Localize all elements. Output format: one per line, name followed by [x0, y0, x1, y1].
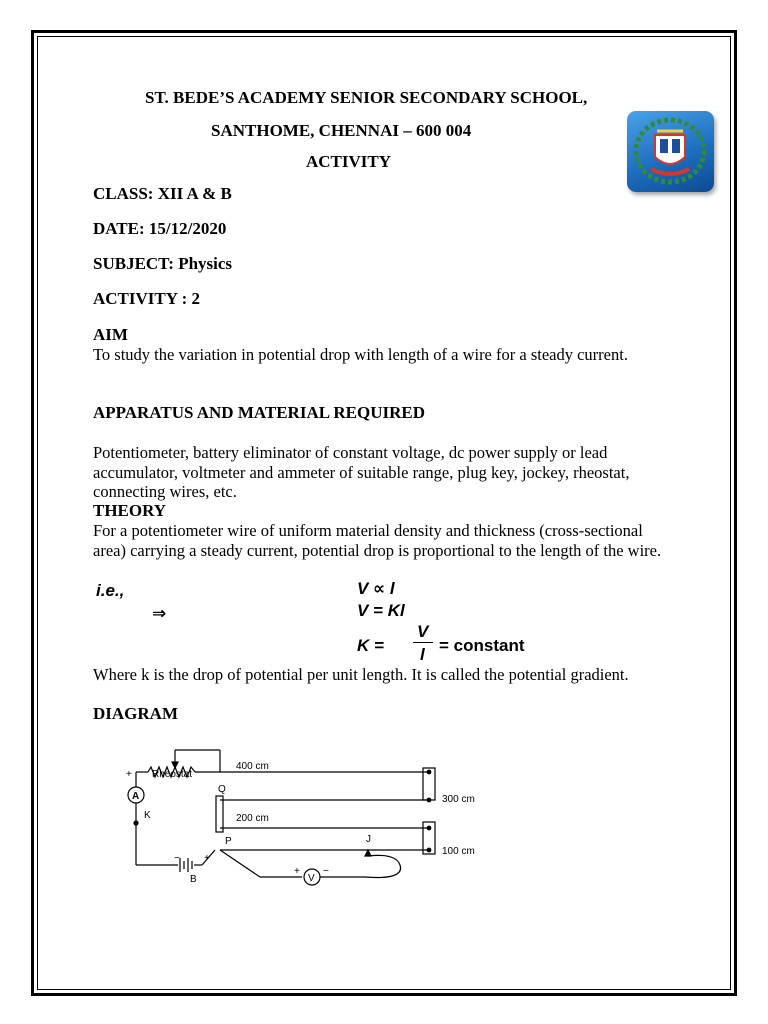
subject-label: SUBJECT: [93, 254, 179, 273]
j-label: J [366, 834, 371, 845]
subject-value: Physics [178, 254, 233, 273]
crest-icon [627, 111, 714, 192]
battery-minus-label: − [174, 853, 180, 864]
eq3-numerator: V [417, 622, 429, 641]
length-400-label: 400 cm [236, 761, 269, 772]
voltmeter-minus-label: − [323, 866, 329, 877]
fraction-bar [413, 642, 433, 643]
length-300-label: 300 cm [442, 794, 475, 805]
potentiometer-circuit-diagram [120, 740, 475, 885]
gradient-note: Where k is the drop of potential per unit length. It is called the potential gradient. [93, 665, 629, 684]
voltmeter-plus-label: + [294, 866, 300, 877]
class-line: CLASS: XII A & B [93, 184, 232, 203]
equation-gradient [357, 636, 384, 656]
rheostat-label: Rheostat [152, 769, 193, 780]
equation-linear: V = Kl [357, 601, 405, 620]
length-100-label: 100 cm [442, 846, 475, 857]
school-name: ST. BEDE’S ACADEMY SENIOR SECONDARY SCHOOL, [145, 88, 588, 107]
eq3-denominator: l [420, 645, 425, 664]
aim-heading: AIM [93, 325, 128, 344]
activity-number: ACTIVITY : 2 [93, 289, 201, 308]
document-type: ACTIVITY [306, 152, 392, 171]
eq3-rhs: = constant [439, 636, 525, 655]
school-logo [627, 111, 714, 192]
school-address: SANTHOME, CHENNAI – 600 004 [211, 121, 472, 140]
p-label: P [225, 836, 232, 847]
length-200-label: 200 cm [236, 813, 269, 824]
subject-line [93, 254, 232, 274]
theory-text: For a potentiometer wire of uniform material density and thickness (cross-sectional area) carrying a steady current, potential drop is proportional to the length of the wire. [93, 521, 662, 560]
eq3-lhs: K = [357, 636, 384, 655]
theory-heading: THEORY [93, 501, 167, 520]
date-line: DATE: 15/12/2020 [93, 219, 227, 238]
equation-proportional: V ∝ l [357, 579, 395, 598]
ammeter-plus-label: + [126, 769, 132, 780]
ammeter-label: A [132, 791, 140, 802]
apparatus-text: Potentiometer, battery eliminator of constant voltage, dc power supply or lead accumulator, voltmeter and ammeter of suitable range, plug key, jockey, rheostat, connecting wires, etc. [93, 443, 630, 501]
apparatus-heading: APPARATUS AND MATERIAL REQUIRED [93, 403, 425, 422]
aim-text: To study the variation in potential drop with length of a wire for a steady current. [93, 345, 628, 364]
voltmeter-label: V [308, 873, 315, 884]
battery-plus-label: + [204, 853, 210, 864]
q-label: Q [218, 784, 226, 795]
ie-label: i.e., [96, 581, 125, 600]
b-label: B [190, 874, 197, 885]
key-label: K [144, 810, 151, 821]
diagram-heading: DIAGRAM [93, 704, 178, 723]
implies-symbol: ⇒ [152, 604, 167, 623]
